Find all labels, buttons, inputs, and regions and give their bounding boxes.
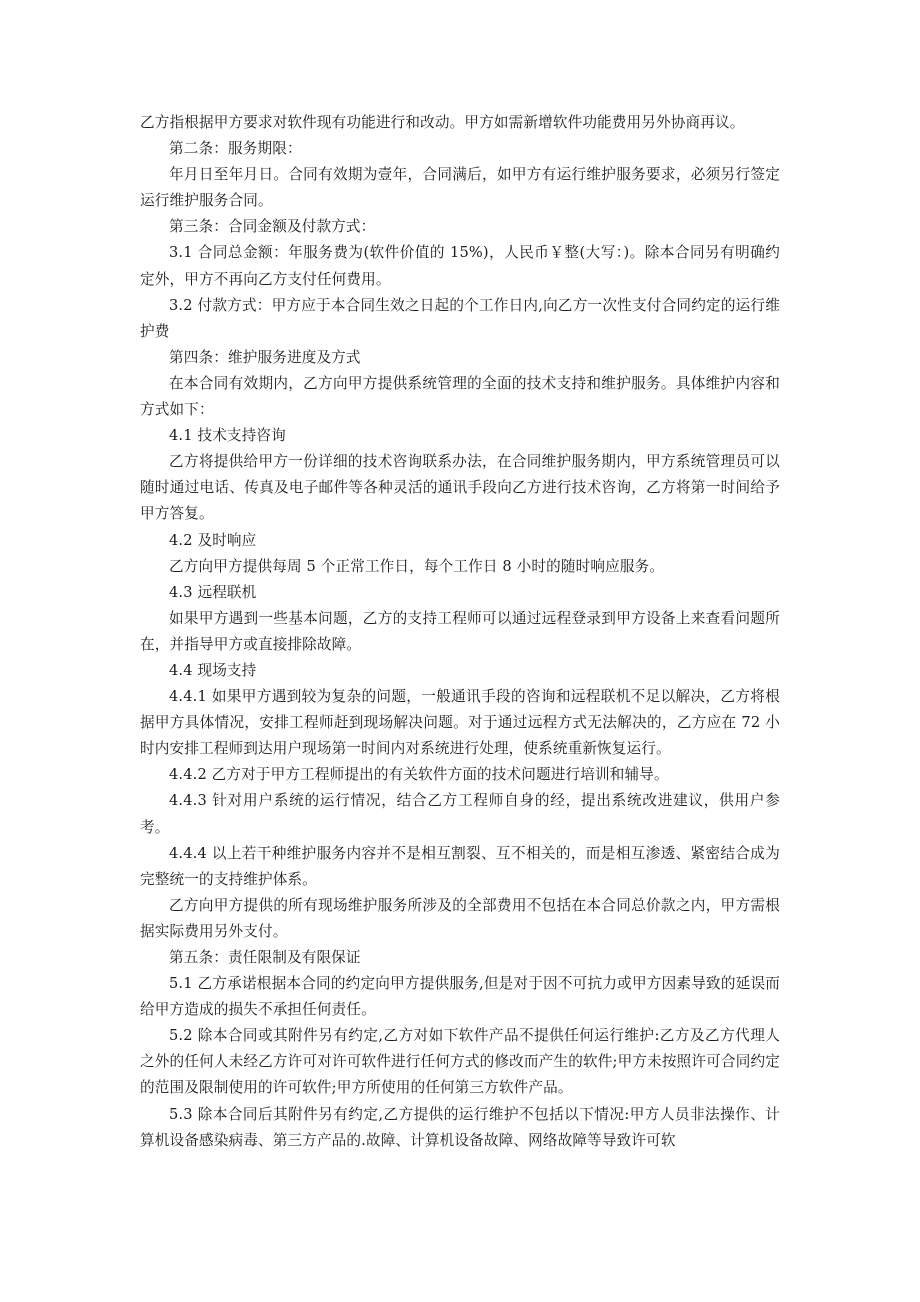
paragraph-3-2: 3.2 付款方式：甲方应于本合同生效之日起的个工作日内,向乙方一次性支付合同约定的运行维护费 (140, 296, 780, 340)
heading-article-4: 第四条：维护服务进度及方式 (169, 348, 361, 366)
paragraph-5-2: 5.2 除本合同或其附件另有约定,乙方对如下软件产品不提供任何运行维护:乙方及乙方代理人之外的任何人未经乙方许可对许可软件进行任何方式的修改而产生的软件;甲方未按照许可合同约定的范围及限制使用的许可软件;甲方所使用的任何第三方软件产品。 (140, 1027, 780, 1097)
paragraph-4-2: 乙方向甲方提供每周 5 个正常工作日，每个工作日 8 小时的随时响应服务。 (169, 557, 665, 575)
paragraph-3-1: 3.1 合同总金额：年服务费为(软件价值的 15%)，人民币￥整(大写：)。除本合同另有明确约定外，甲方不再向乙方支付任何费用。 (140, 244, 780, 288)
heading-4-3: 4.3 远程联机 (169, 583, 257, 601)
paragraph-intro: 乙方指根据甲方要求对软件现有功能进行和改动。甲方如需新增软件功能费用另外协商再议。 (140, 114, 745, 131)
heading-article-2: 第二条：服务期限： (169, 140, 302, 158)
paragraph-5-1: 5.1 乙方承诺根据本合同的约定向甲方提供服务,但是对于因不可抗力或甲方因素导致的延误而给甲方造成的损失不承担任何责任。 (140, 975, 780, 1019)
paragraph-onsite-fees: 乙方向甲方提供的所有现场维护服务所涉及的全部费用不包括在本合同总价款之内，甲方需根据实际费用另外支付。 (140, 896, 780, 940)
paragraph-4-4-3: 4.4.3 针对用户系统的运行情况，结合乙方工程师自身的经，提出系统改进建议，供用户参考。 (140, 792, 780, 836)
paragraph-service-period: 年月日至年月日。合同有效期为壹年，合同满后，如甲方有运行维护服务要求，必须另行签定运行维护服务合同。 (140, 166, 780, 210)
paragraph-5-3: 5.3 除本合同后其附件另有约定,乙方提供的运行维护不包括以下情况:甲方人员非法操作、计算机设备感染病毒、第三方产品的.故障、计算机设备故障、网络故障等导致许可软 (140, 1105, 780, 1149)
paragraph-4-4-2: 4.4.2 乙方对于甲方工程师提出的有关软件方面的技术问题进行培训和辅导。 (169, 766, 669, 784)
heading-article-3: 第三条：合同金额及付款方式： (169, 218, 376, 236)
heading-4-2: 4.2 及时响应 (169, 531, 257, 549)
paragraph-4-4-1: 4.4.1 如果甲方遇到较为复杂的问题，一般通讯手段的咨询和远程联机不足以解决，乙方将根据甲方具体情况，安排工程师赶到现场解决问题。对于通过远程方式无法解决的，乙方应在 72 小时内安排工程师到达用户现场第一时间内对系统进行处理，使系统重新恢复运行。 (140, 688, 780, 758)
document-page (140, 110, 780, 1154)
paragraph-4-3: 如果甲方遇到一些基本问题，乙方的支持工程师可以通过远程登录到甲方设备上来查看问题所在，并指导甲方或直接排除故障。 (140, 609, 780, 653)
heading-4-4: 4.4 现场支持 (169, 661, 257, 679)
paragraph-4-1: 乙方将提供给甲方一份详细的技术咨询联系办法，在合同维护服务期内，甲方系统管理员可以随时通过电话、传真及电子邮件等各种灵活的通讯手段向乙方进行技术咨询，乙方将第一时间给予甲方答复。 (140, 453, 780, 523)
paragraph-4-4-4: 4.4.4 以上若干种维护服务内容并不是相互割裂、互不相关的，而是相互渗透、紧密结合成为完整统一的支持维护体系。 (140, 844, 780, 888)
paragraph-article-4-intro: 在本合同有效期内，乙方向甲方提供系统管理的全面的技术支持和维护服务。具体维护内容和方式如下： (140, 374, 780, 419)
heading-4-1: 4.1 技术支持咨询 (169, 427, 286, 445)
heading-article-5: 第五条：责任限制及有限保证 (169, 949, 361, 966)
